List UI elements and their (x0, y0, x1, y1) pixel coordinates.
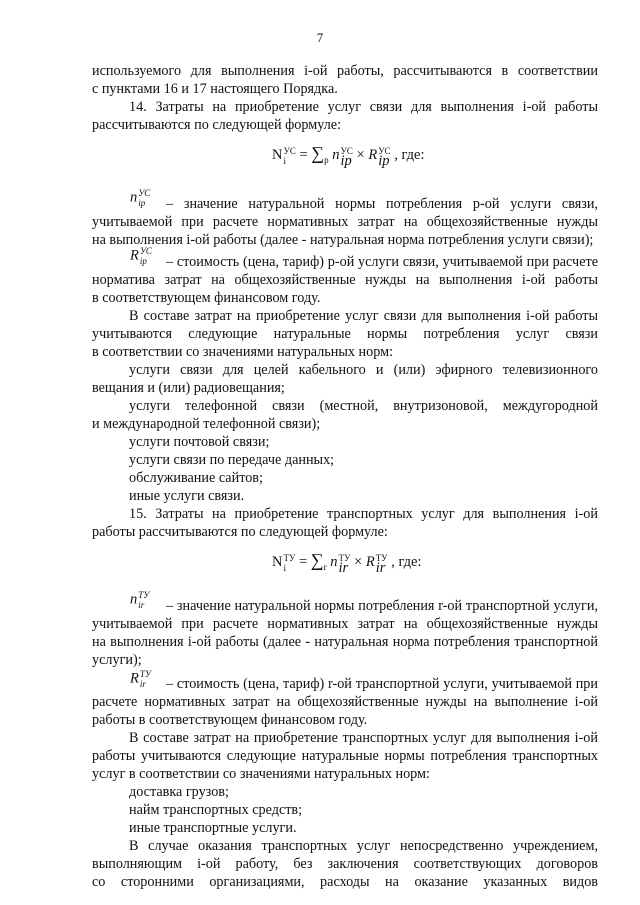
list-item: иные транспортные услуги. (129, 820, 297, 836)
text-line: и международной телефонной связи); (92, 416, 321, 432)
text-line: выполняющим i-ой работу, без заключения соответствующих договоров (92, 856, 598, 872)
text-line: со сторонними организациями, расходы на оказание указанных видов (92, 874, 598, 890)
text-line: расчете нормативных затрат на общехозяйственные нужды на выполнение i-ой (92, 694, 598, 710)
text-line: на выполнения i-ой работы (далее - натуральная норма потребления услуги связи); (92, 232, 594, 248)
text-line: на выполнения i-ой работы (далее - натуральная норма потребления транспортной (92, 634, 598, 650)
list-item: обслуживание сайтов; (129, 470, 263, 486)
list-item: услуги телефонной связи (местной, внутризоновой, междугородной (129, 398, 598, 414)
symbol-r-tu: R ТУ ir (130, 669, 151, 689)
text-line: в соответствии со значениями натуральных норм: (92, 344, 394, 360)
text-line: норматива затрат на общехозяйственные нужды на выполнения i-ой работы (92, 272, 598, 288)
text-line: работы в соответствующем финансовом году. (92, 712, 368, 728)
list-item: доставка грузов; (129, 784, 229, 800)
text-line: учитываемой при расчете нормативных затрат на общехозяйственные нужды (92, 214, 598, 230)
text-line: с пунктами 16 и 17 настоящего Порядка. (92, 81, 338, 97)
text-line: вещания и (или) радиовещания; (92, 380, 285, 396)
text-line: услуг в соответствии со значениями натуральных норм: (92, 766, 430, 782)
page-number: 7 (316, 30, 324, 45)
list-item: иные услуги связи. (129, 488, 245, 504)
text-line: – значение натуральной нормы потребления p-ой услуги связи, (166, 196, 598, 212)
text-line: работы учитываются следующие натуральные нормы потребления транспортных (92, 748, 598, 764)
list-item: услуги связи для целей кабельного и (или) эфирного телевизионного (129, 362, 598, 378)
text-line: учитываются следующие натуральные нормы потребления услуг связи (92, 326, 598, 342)
symbol-n-us: n УС ip (130, 188, 151, 208)
symbol-r-us: R УС ip (130, 246, 152, 266)
text-line: В случае оказания транспортных услуг непосредственно учреждением, (129, 838, 598, 854)
list-item: найм транспортных средств; (129, 802, 303, 818)
symbol-n-tu: n ТУ ir (130, 590, 150, 610)
text-line: – значение натуральной нормы потребления r-ой транспортной услуги, (166, 598, 598, 614)
text-line: 15. Затраты на приобретение транспортных услуг для выполнения i-ой (129, 506, 598, 522)
text-line: используемого для выполнения i-ой работы, рассчитываются в соответствии (92, 63, 598, 79)
text-line: 14. Затраты на приобретение услуг связи для выполнения i-ой работы (129, 99, 598, 115)
text-line: – стоимость (цена, тариф) p-ой услуги связи, учитываемой при расчете (166, 254, 598, 270)
text-line: услуги); (92, 652, 142, 668)
formula-transport: N ТУ i = $\sum_r$ n ТУ ir × R ТУ ir , где: (272, 550, 422, 576)
formula-communication: N УС i = $\sum_p$ n УС ip × R УС ip , где: (272, 143, 425, 169)
text-line: – стоимость (цена, тариф) r-ой транспортной услуги, учитываемой при (166, 676, 598, 692)
text-line: учитываемой при расчете нормативных затрат на общехозяйственные нужды (92, 616, 598, 632)
text-line: В составе затрат на приобретение транспортных услуг для выполнения i-ой (129, 730, 598, 746)
list-item: услуги связи по передаче данных; (129, 452, 335, 468)
list-item: услуги почтовой связи; (129, 434, 270, 450)
text-line: рассчитываются по следующей формуле: (92, 117, 342, 133)
text-line: работы рассчитываются по следующей формуле: (92, 524, 388, 540)
text-line: В составе затрат на приобретение услуг связи для выполнения i-ой работы (129, 308, 598, 324)
text-line: в соответствующем финансовом году. (92, 290, 321, 306)
